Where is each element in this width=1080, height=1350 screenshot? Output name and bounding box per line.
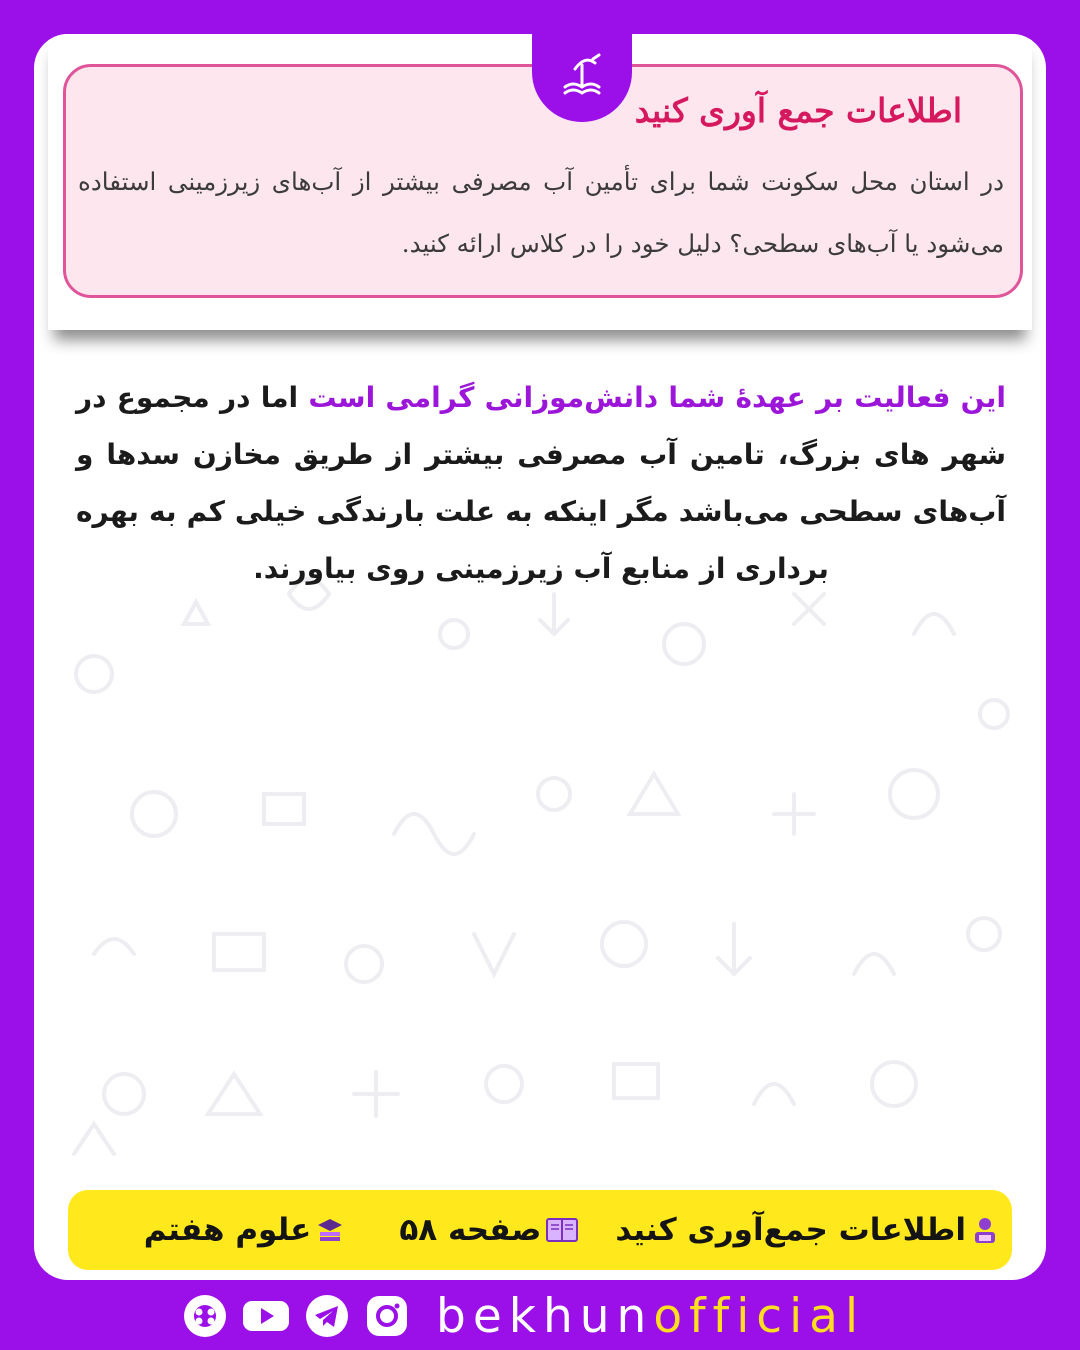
info-page-label: صفحه ۵۸ [399, 1212, 542, 1248]
brand-handle [436, 1289, 865, 1344]
info-topic [615, 1212, 1000, 1248]
info-bar [68, 1190, 1012, 1270]
logo-book-icon [555, 51, 609, 105]
telegram-icon[interactable] [302, 1291, 352, 1341]
youtube-icon[interactable] [240, 1291, 292, 1341]
info-course [144, 1212, 346, 1248]
answer-highlight: این فعالیت بر عهدهٔ شما دانش‌موزانی گرامی است [308, 381, 1006, 414]
brand-handle-white: bekhun [436, 1288, 654, 1344]
instagram-icon[interactable] [362, 1291, 412, 1341]
student-icon [970, 1215, 1000, 1245]
graduation-books-icon [315, 1215, 345, 1245]
social-footer [180, 1286, 865, 1346]
content-card [34, 34, 1046, 1280]
aparat-icon[interactable] [180, 1291, 230, 1341]
answer-text: اما در مجموع در شهر های بزرگ، تامین آب مصرفی بیشتر از طریق مخازن سدها و آب‌های سطحی می‌باشد مگر اینکه به علت بارندگی خیلی کم به بهره برداری از منابع آب زیرزمینی روی بیاورند. [76, 381, 1006, 585]
open-book-icon [545, 1215, 579, 1245]
info-topic-label: اطلاعات جمع‌آوری کنید [615, 1212, 966, 1248]
brand-handle-yellow: official [653, 1288, 866, 1344]
info-course-label: علوم هفتم [143, 1212, 312, 1248]
info-page [399, 1212, 579, 1248]
book-excerpt-title: اطلاعات جمع آوری کنید [634, 91, 962, 130]
answer-paragraph [76, 369, 1006, 597]
book-excerpt-body: در استان محل سکونت شما برای تأمین آب مصرفی بیشتر از آب‌های زیرزمینی استفاده می‌شود یا آب‌های سطحی؟ دلیل خود را در کلاس ارائه کنید. [78, 167, 1004, 258]
